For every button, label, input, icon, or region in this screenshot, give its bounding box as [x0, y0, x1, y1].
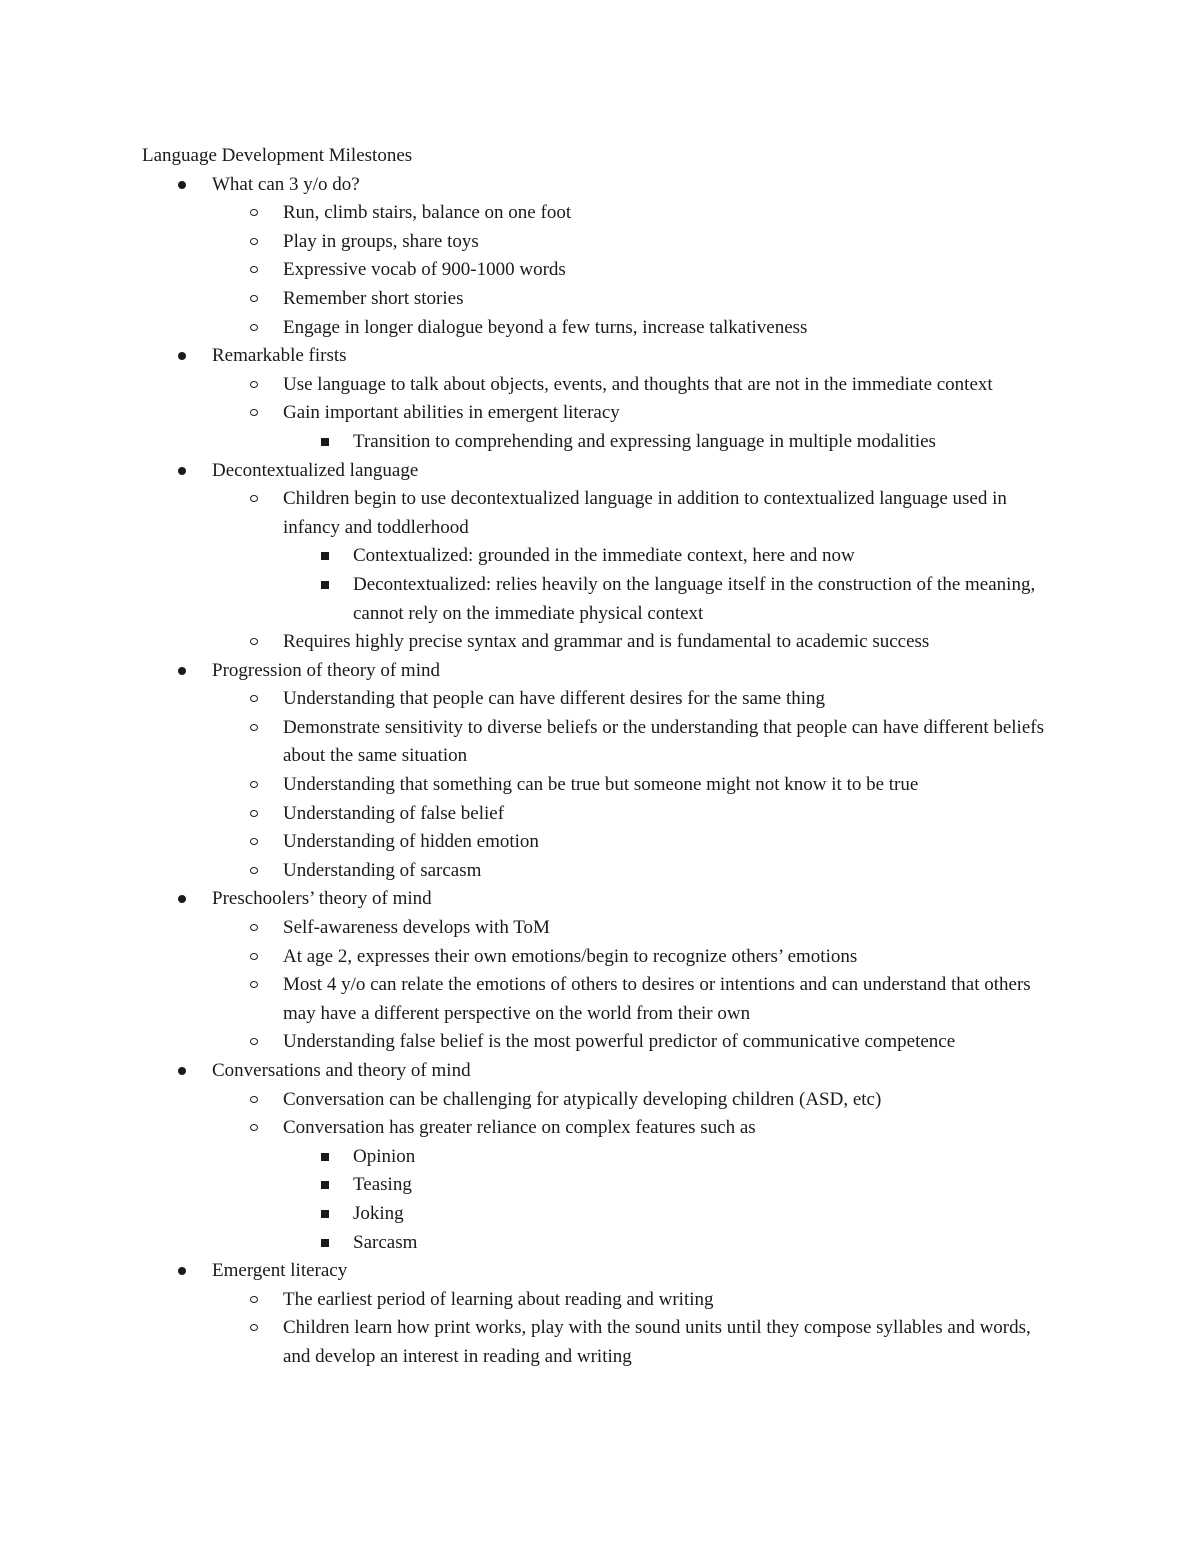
list-item-text: Understanding that something can be true but someone might not know it to be true	[283, 774, 919, 796]
list-item	[0, 485, 1200, 628]
list-item	[0, 1314, 1200, 1371]
sub-list-item	[0, 1200, 1200, 1229]
outline-section	[0, 885, 1200, 1057]
list-item-text: Conversation can be challenging for atypically developing children (ASD, etc)	[283, 1088, 882, 1110]
list-item	[0, 714, 1200, 771]
section-items	[0, 371, 1200, 457]
outline-section	[0, 171, 1200, 343]
sub-list-item	[0, 542, 1200, 571]
list-item	[0, 1286, 1200, 1315]
list-item	[0, 828, 1200, 857]
bullet-hollow-circle-icon	[250, 1124, 258, 1131]
sub-list-item-text: Opinion	[353, 1145, 416, 1167]
section-items	[0, 199, 1200, 342]
bullet-hollow-circle-icon	[250, 981, 258, 988]
list-item-text: Expressive vocab of 900-1000 words	[283, 259, 566, 281]
list-item-text: At age 2, expresses their own emotions/begin to recognize others’ emotions	[283, 945, 858, 967]
bullet-hollow-circle-icon	[250, 295, 258, 302]
sub-list-item-text: Teasing	[353, 1174, 412, 1196]
list-item	[0, 399, 1200, 456]
bullet-square-icon	[321, 1239, 329, 1247]
list-item-text: Use language to talk about objects, events, and thoughts that are not in the immediate context	[283, 373, 993, 395]
bullet-hollow-circle-icon	[250, 209, 258, 216]
sub-list-item-text: Joking	[353, 1202, 404, 1224]
section-items	[0, 485, 1200, 657]
bullet-hollow-circle-icon	[250, 695, 258, 702]
list-item	[0, 371, 1200, 400]
sub-list-item-text: Transition to comprehending and expressing language in multiple modalities	[353, 430, 936, 452]
outline-section	[0, 1257, 1200, 1371]
section-items	[0, 685, 1200, 885]
list-item	[0, 314, 1200, 343]
section-heading: Decontextualized language	[212, 459, 419, 481]
bullet-hollow-circle-icon	[250, 324, 258, 331]
sub-list-item	[0, 428, 1200, 457]
list-item	[0, 285, 1200, 314]
list-item-text: Understanding of hidden emotion	[283, 831, 539, 853]
section-heading: Progression of theory of mind	[212, 659, 440, 681]
list-item	[0, 857, 1200, 886]
bullet-filled-circle-icon	[178, 352, 186, 360]
list-item	[0, 1086, 1200, 1115]
list-item	[0, 199, 1200, 228]
bullet-hollow-circle-icon	[250, 238, 258, 245]
bullet-hollow-circle-icon	[250, 266, 258, 273]
sub-list-item	[0, 571, 1200, 628]
bullet-square-icon	[321, 1181, 329, 1189]
list-item-text: Remember short stories	[283, 287, 464, 309]
bullet-filled-circle-icon	[178, 467, 186, 475]
sub-list-item-text: Contextualized: grounded in the immediate context, here and now	[353, 545, 855, 567]
section-heading: What can 3 y/o do?	[212, 173, 360, 195]
outline-section	[0, 457, 1200, 657]
bullet-hollow-circle-icon	[250, 953, 258, 960]
list-item-text: Run, climb stairs, balance on one foot	[283, 202, 572, 224]
list-item	[0, 256, 1200, 285]
bullet-hollow-circle-icon	[250, 1096, 258, 1103]
bullet-hollow-circle-icon	[250, 924, 258, 931]
bullet-hollow-circle-icon	[250, 495, 258, 502]
section-items	[0, 1086, 1200, 1258]
list-item-text: Engage in longer dialogue beyond a few turns, increase talkativeness	[283, 316, 808, 338]
list-item-text: Children learn how print works, play with the sound units until they compose syllables and words, and develop an interest in reading and writing	[283, 1317, 1031, 1367]
list-item	[0, 228, 1200, 257]
bullet-filled-circle-icon	[178, 895, 186, 903]
list-item-text: The earliest period of learning about reading and writing	[283, 1288, 714, 1310]
list-item-text: Demonstrate sensitivity to diverse beliefs or the understanding that people can have different beliefs about the same situation	[283, 716, 1044, 767]
sub-list-item	[0, 1171, 1200, 1200]
list-item-text: Understanding that people can have different desires for the same thing	[283, 688, 826, 710]
bullet-square-icon	[321, 438, 329, 446]
list-item	[0, 628, 1200, 657]
bullet-square-icon	[321, 581, 329, 589]
outline-section	[0, 657, 1200, 886]
outline-section	[0, 342, 1200, 456]
bullet-hollow-circle-icon	[250, 838, 258, 845]
list-item	[0, 971, 1200, 1028]
page-title: Language Development Milestones	[142, 145, 413, 166]
bullet-hollow-circle-icon	[250, 638, 258, 645]
bullet-hollow-circle-icon	[250, 810, 258, 817]
list-item-text: Understanding of false belief	[283, 802, 505, 824]
sub-items	[0, 542, 1200, 628]
list-item-text: Self-awareness develops with ToM	[283, 917, 550, 939]
bullet-hollow-circle-icon	[250, 781, 258, 788]
bullet-hollow-circle-icon	[250, 867, 258, 874]
list-item	[0, 800, 1200, 829]
outline-list	[0, 171, 1200, 1372]
sub-list-item	[0, 1229, 1200, 1258]
list-item	[0, 685, 1200, 714]
bullet-square-icon	[321, 1210, 329, 1218]
sub-list-item-text: Sarcasm	[353, 1231, 418, 1253]
list-item-text: Most 4 y/o can relate the emotions of others to desires or intentions and can understand that others may have a different perspective on the world from their own	[283, 974, 1031, 1024]
bullet-filled-circle-icon	[178, 1067, 186, 1075]
list-item-text: Conversation has greater reliance on complex features such as	[283, 1117, 756, 1139]
list-item	[0, 771, 1200, 800]
list-item-text: Children begin to use decontextualized language in addition to contextualized language used in infancy and toddlerhood	[283, 488, 1007, 538]
bullet-hollow-circle-icon	[250, 1038, 258, 1045]
sub-list-item	[0, 1143, 1200, 1172]
section-items	[0, 1286, 1200, 1372]
list-item-text: Requires highly precise syntax and grammar and is fundamental to academic success	[283, 631, 930, 653]
list-item-text: Gain important abilities in emergent literacy	[283, 402, 620, 424]
list-item	[0, 943, 1200, 972]
bullet-hollow-circle-icon	[250, 409, 258, 416]
bullet-hollow-circle-icon	[250, 724, 258, 731]
list-item	[0, 1114, 1200, 1257]
bullet-hollow-circle-icon	[250, 1324, 258, 1331]
section-items	[0, 914, 1200, 1057]
list-item-text: Play in groups, share toys	[283, 230, 479, 252]
list-item	[0, 1028, 1200, 1057]
list-item-text: Understanding false belief is the most powerful predictor of communicative competence	[283, 1031, 956, 1053]
sub-items	[0, 1143, 1200, 1257]
sub-items	[0, 428, 1200, 457]
section-heading: Emergent literacy	[212, 1260, 348, 1282]
bullet-square-icon	[321, 1153, 329, 1161]
bullet-hollow-circle-icon	[250, 381, 258, 388]
list-item	[0, 914, 1200, 943]
bullet-filled-circle-icon	[178, 181, 186, 189]
sub-list-item-text: Decontextualized: relies heavily on the language itself in the construction of the meaning, cannot rely on the immediate physical context	[353, 573, 1036, 624]
section-heading: Conversations and theory of mind	[212, 1060, 471, 1081]
list-item-text: Understanding of sarcasm	[283, 859, 482, 881]
bullet-square-icon	[321, 552, 329, 560]
section-heading: Preschoolers’ theory of mind	[212, 888, 432, 910]
section-heading: Remarkable firsts	[212, 345, 347, 367]
bullet-filled-circle-icon	[178, 1267, 186, 1275]
bullet-hollow-circle-icon	[250, 1296, 258, 1303]
outline-section	[0, 1057, 1200, 1257]
bullet-filled-circle-icon	[178, 667, 186, 675]
